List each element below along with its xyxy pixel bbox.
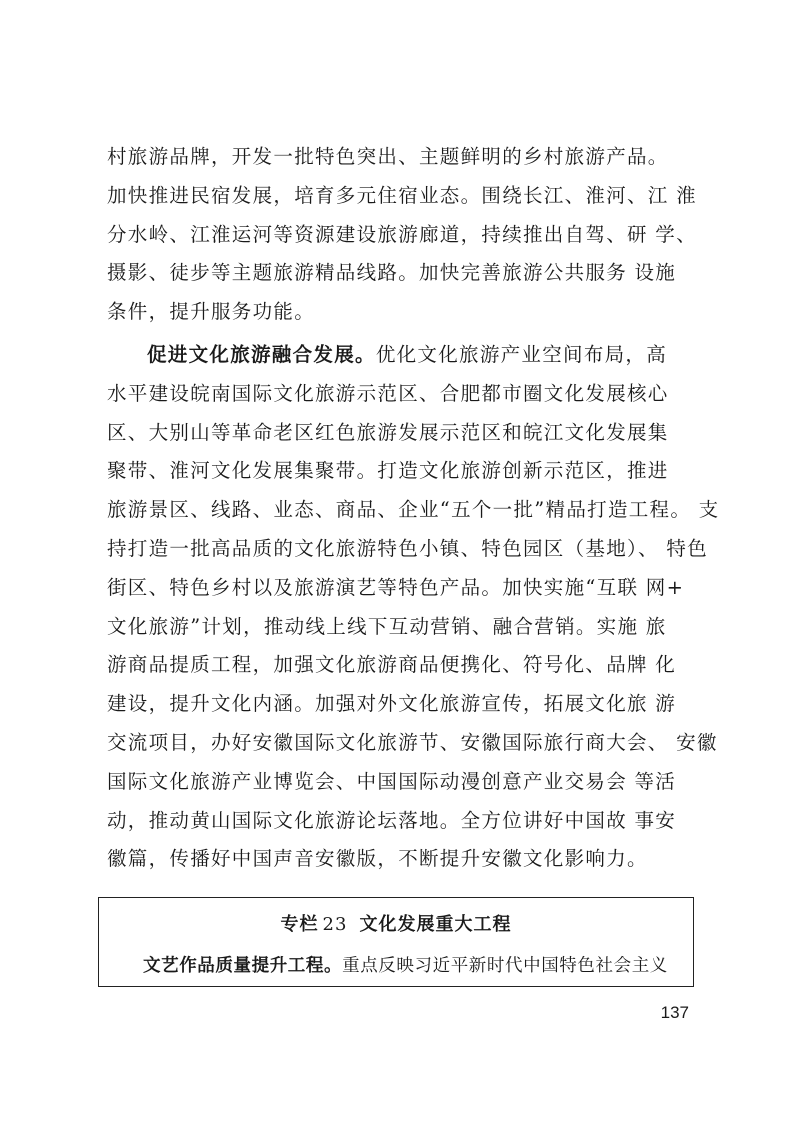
column-box-title <box>99 910 693 936</box>
page-number: 137 <box>660 1003 689 1022</box>
text-line: 街区、特色乡村以及旅游演艺等特色产品。加快实施“互联 网+ <box>107 575 685 599</box>
column-box-title-prefix: 专栏 <box>280 914 319 935</box>
text-line: 交流项目，办好安徽国际文化旅游节、安徽国际旅行商大会、 安徽 <box>107 730 718 754</box>
paragraph-lead-line <box>107 336 703 375</box>
text-line: 区、大别山等革命老区红色旅游发展示范区和皖江文化发展集 <box>107 420 669 444</box>
paragraph-heading: 促进文化旅游融合发展。 <box>147 342 376 366</box>
text-line: 持打造一批高品质的文化旅游特色小镇、特色园区（基地）、 特色 <box>107 536 708 560</box>
text-line: 条件，提升服务功能。 <box>107 300 316 324</box>
column-box-title-number: 23 <box>322 914 348 935</box>
text-line: 摄影、徒步等主题旅游精品线路。加快完善旅游公共服务 设施 <box>107 261 677 285</box>
column-box <box>98 897 694 987</box>
column-box-line-heading: 文艺作品质量提升工程。 <box>143 956 343 976</box>
text-line: 水平建设皖南国际文化旅游示范区、合肥都市圈文化发展核心 <box>107 381 669 405</box>
column-box-line <box>143 952 668 977</box>
text-line: 国际文化旅游产业博览会、中国国际动漫创意产业交易会 等活 <box>107 769 677 793</box>
text-line: 聚带、淮河文化发展集聚带。打造文化旅游创新示范区，推进 <box>107 459 669 483</box>
text-line: 旅游景区、线路、业态、商品、企业“五个一批”精品打造工程。 支 <box>107 498 720 522</box>
text-line: 建设，提升文化内涵。加强对外文化旅游宣传，拓展文化旅 游 <box>107 692 677 716</box>
text-line: 徽篇，传播好中国声音安徽版，不断提升安徽文化影响力。 <box>107 847 648 871</box>
text-line: 村旅游品牌，开发一批特色突出、主题鲜明的乡村旅游产品。 <box>107 145 669 168</box>
text-line: 文化旅游”计划，推动线上线下互动营销、融合营销。实施 旅 <box>107 614 667 638</box>
paragraph-lead-text: 优化文化旅游产业空间布局，高 <box>375 342 668 366</box>
text-line: 分水岭、江淮运河等资源建设旅游廊道，持续推出自驾、研 学、 <box>107 222 697 246</box>
text-line: 加快推进民宿发展，培育多元住宿业态。围绕长江、淮河、江 淮 <box>107 183 697 207</box>
text-line: 游商品提质工程，加强文化旅游商品便携化、符号化、品牌 化 <box>107 653 677 677</box>
body-text <box>107 138 720 879</box>
column-box-line-text: 重点反映习近平新时代中国特色社会主义 <box>342 956 668 976</box>
text-line: 动，推动黄山国际文化旅游论坛落地。全方位讲好中国故 事安 <box>107 808 677 832</box>
column-box-title-text: 文化发展重大工程 <box>359 914 512 935</box>
